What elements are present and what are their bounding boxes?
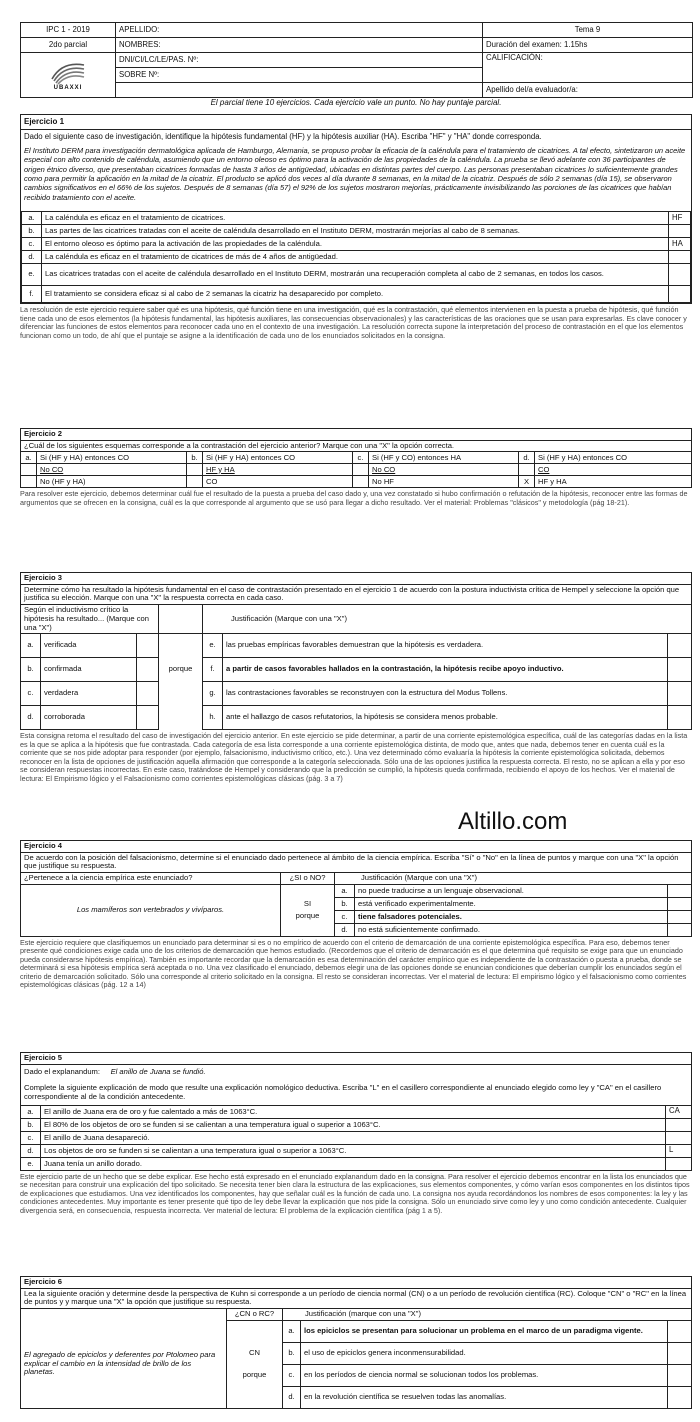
answer-box[interactable] (667, 682, 691, 706)
exercise-4-just-header: Justificación (Marque con una "X") (335, 873, 692, 885)
exercise-5-title: Ejercicio 5 (21, 1053, 692, 1065)
exercise-6-answer[interactable] (227, 1320, 283, 1408)
answer-box[interactable] (137, 682, 159, 706)
scheme-line: CO (203, 476, 353, 488)
term-label: 2do parcial (21, 38, 116, 53)
answer-box[interactable] (668, 1364, 692, 1386)
option-text: El entorno oleoso es óptimo para la activación de las propiedades de la caléndula. (42, 238, 669, 251)
exercise-4-answer[interactable] (281, 884, 335, 936)
answer-box[interactable]: L (666, 1144, 692, 1157)
option-text: Las cicatrices tratadas con el aceite de caléndula desarrollado en el Instituto DERM, mostrarán una recuperación completa al cabo de 2 semanas, en todos los casos. (42, 264, 669, 286)
option-letter: c. (21, 682, 41, 706)
exercise-5-option-row (21, 1144, 692, 1157)
porque-label (159, 634, 203, 658)
option-mark[interactable] (353, 464, 369, 476)
answer-box[interactable] (667, 706, 691, 730)
option-letter: b. (21, 658, 41, 682)
option-text: Juana tenía un anillo dorado. (41, 1157, 666, 1170)
option-text: Las partes de las cicatrices tratadas con el aceite de caléndula desarrollado en el Instituto DERM, mostrarán mejorías al cabo de 8 semanas. (42, 225, 669, 238)
exercise-5-option-row (21, 1131, 692, 1144)
scheme-line: No CO (369, 464, 519, 476)
answer-box[interactable] (137, 706, 159, 730)
exercise-2 (20, 428, 692, 507)
exercise-3-option-row (21, 706, 692, 730)
answer-box[interactable]: HF (669, 212, 691, 225)
option-letter: c. (335, 910, 355, 923)
option-text: los epiciclos se presentan para solucionar un problema en el marco de un paradigma vigente. (301, 1320, 668, 1342)
exercise-1-explanation: La resolución de este ejercicio requiere saber qué es una hipótesis, qué función tiene en una investigación, qué es la contrastación, qué elementos intervienen en la puesta a prueba de hipótesis, qué función tiene cada uno de esos elementos (la hipótesis fundamental, las hipótesis auxiliares, las consecuencias observacionales) y las características de las oraciones que se usan para expresarlas. Es clave conocer y diferenciar las funciones de estos elementos para reconocer cada uno en el contexto de una investigación. La resolución correcta supone la interpretación del proceso de contrastación en el que los elementos funcionan como un todo, de ahí que el puntaje se asigne a la identificación de cada uno de los enunciados solicitados en la consigna. (20, 305, 687, 340)
answer-box[interactable]: CA (666, 1105, 692, 1118)
exercise-3-option-row (21, 658, 692, 682)
answer-box[interactable] (668, 923, 692, 936)
answer-box[interactable] (668, 1320, 692, 1342)
answer-box[interactable] (666, 1131, 692, 1144)
option-letter: c. (283, 1364, 301, 1386)
option-text: en la revolución científica se resuelven todas las anomalías. (301, 1386, 668, 1408)
exercise-4-sino-header: ¿SI o NO? (281, 873, 335, 885)
option-text: tiene falsadores potenciales. (355, 910, 668, 923)
ubaxxi-logo-icon (48, 59, 88, 85)
answer-box[interactable] (666, 1118, 692, 1131)
answer-box[interactable] (669, 264, 691, 286)
exercise-4-explanation: Este ejercicio requiere que clasifiquemos un enunciado para determinar si es o no empírico de acuerdo con el criterio de demarcación de una corriente epistemológica específica. Para eso, debemos tener presente qué condiciones exige cada uno de los criterios de demarcación que hemos estudiado. (Recordemos que el criterio de demarcación es el que determina qué requisito se exige para que un enunciado pueda considerarse hipótesis empírica). También es importante recordar que la demarcación es esa determinación del carácter empírico que es independiente de la contrastación o puesta a prueba, donde se determinará si esa hipótesis empírica será aceptada o no. Una vez clasificado el enunciado, debemos elegir una de las opciones donde se enuncian condiciones que deberían cumplir los enunciados según el criterio de demarcación solicitado. Sólo una corresponde al criterio solicitado en la consigna. El resto se consideran incorrectas. Ver el material de lectura: El empirismo lógico y el falsacionismo como corrientes epistemológicas clásicas (pág. 12 a 14) (20, 937, 687, 990)
option-letter: c. (22, 238, 42, 251)
scheme-line: Si (HF y HA) entonces CO (37, 452, 187, 464)
scheme-line: No HF (369, 476, 519, 488)
answer-box[interactable] (668, 1342, 692, 1364)
logo-text: UBAXXI (53, 84, 83, 91)
scheme-line: CO (535, 464, 692, 476)
exercise-4-statement: Los mamíferos son vertebrados y vivíparos. (21, 884, 281, 936)
exercise-6-instructions: Lea la siguiente oración y determine desde la perspectiva de Kuhn si corresponde a un período de ciencia normal (CN) o a un período de revolución científica (RC). Coloque "CN" o "RC" en la línea de puntos y y marque una "X" la opción que justifique su respuesta. (21, 1288, 692, 1308)
option-letter: b. (21, 1118, 41, 1131)
watermark: Altillo.com (458, 808, 568, 835)
answer-box[interactable] (668, 910, 692, 923)
exercise-2-instructions: ¿Cuál de los siguientes esquemas corresponde a la contrastación del ejercicio anterior? Marque con una "X" la opción correcta. (21, 440, 692, 452)
option-letter: e. (203, 634, 223, 658)
option-mark[interactable] (187, 476, 203, 488)
option-letter: d. (335, 923, 355, 936)
exercise-3-option-row (21, 634, 692, 658)
calificacion-field: CALIFICACIÓN: (483, 53, 693, 83)
answer-box[interactable] (667, 634, 691, 658)
option-letter: f. (203, 658, 223, 682)
exercise-3-title: Ejercicio 3 (21, 573, 692, 585)
exercise-1-option-row (22, 286, 691, 303)
exercise-5 (20, 1052, 692, 1215)
exercise-4 (20, 840, 692, 990)
option-letter: b. (335, 897, 355, 910)
answer-box[interactable] (667, 658, 691, 682)
porque-label (159, 682, 203, 706)
answer-box[interactable] (666, 1157, 692, 1170)
option-letter: d. (21, 1144, 41, 1157)
option-text: La caléndula es eficaz en el tratamiento de cicatrices de más de 4 años de antigüedad. (42, 251, 669, 264)
exercise-4-title: Ejercicio 4 (21, 841, 692, 853)
exercise-4-question: ¿Pertenece a la ciencia empírica este enunciado? (21, 873, 281, 885)
option-mark[interactable] (21, 476, 37, 488)
option-letter: a. (335, 884, 355, 897)
option-letter: b. (22, 225, 42, 238)
option-text: verdadera (41, 682, 137, 706)
answer-box[interactable] (668, 897, 692, 910)
option-letter: d. (283, 1386, 301, 1408)
answer-box[interactable]: HA (669, 238, 691, 251)
option-letter: b. (283, 1342, 301, 1364)
exercise-5-option-row (21, 1118, 692, 1131)
option-letter: a. (283, 1320, 301, 1342)
option-letter: g. (203, 682, 223, 706)
exercise-3 (20, 572, 692, 783)
option-mark[interactable] (519, 464, 535, 476)
exam-header (20, 22, 692, 98)
exercise-2-title: Ejercicio 2 (21, 429, 692, 441)
option-text: está verificado experimentalmente. (355, 897, 668, 910)
exercise-3-explanation: Esta consigna retoma el resultado del caso de investigación del ejercicio anterior. En este ejercicio se pide determinar, a partir de una corriente epistemológica específica, cuál de las categorías dadas en la lista es la que se aplica a la hipótesis que fue contrastada. Cada categoría de esa lista corresponde a una corriente epistemológica distinta, de modo que, antes que nada, debemos tener en cuenta cuál es la corriente que se nos pide adoptar para responder (por ejemplo, falsacionismo, inductivismo crítico, etc.). Una vez determinado cómo evaluaría la hipótesis la corriente epistemológica solicitada, debemos reconocer en la lista de opciones de justificación aquella afirmación que corresponde a la categoría seleccionada. Sólo una de las opciones justifica la respuesta correcta. El resto, no se aplican a ella y por eso se consideran respuestas incorrectas. En este caso, tratándose de Hempel y considerando que la predicción se cumplió, la hipótesis queda confirmada, recibiendo el apoyo de los hechos. Ver el material de lectura: El Empirismo lógico y el Falsacionismo como corrientes epistemológicas clásicas (pág. 3 a 7) (20, 731, 688, 783)
exercise-6-title: Ejercicio 6 (21, 1277, 692, 1289)
option-letter: d. (519, 452, 535, 464)
exercise-2-explanation: Para resolver este ejercicio, debemos determinar cuál fue el resultado de la puesta a prueba del caso dado y, una vez constatado si hubo confirmación o refutación de la hipótesis, reconocer entre las formas de argumentos que se ofrecen en la consigna, cuál es la que corresponde al argumento que se usó para llegar a dicho resultado. Ver el material: Problemas "clásicos" y metodología (pág 18-21). (20, 489, 688, 507)
option-letter: f. (22, 286, 42, 303)
exercise-5-explanation: Este ejercicio parte de un hecho que se debe explicar. Ese hecho está expresado en el enunciado explanandum dado en la consigna. Para resolver el ejercicio debemos encontrar en la lista los enunciados que se necesitan para construir una explicación del tipo solicitado. Se necesita tener bien clara la estructura de las explicaciones, sus elementos componentes, y cómo varían esos componentes en los distintos tipos de explicaciones que estudiamos. Una vez identificados los componentes, hay que señalar cuál es la función de cada uno. La consigna nos ayuda recordándonos los nombres de esos componentes: la ley y las condiciones antecedentes. Muy importante es tener presente qué tipo de ley debe llevar la explicación que nos pide la consigna. Sólo un enunciado sirve como ley y uno como condición antecedente. Cualquier divergencia será, en consecuencia, respuesta incorrecta. Ver material de lectura: El problema de la explicación científica (pág 1 a 5). (20, 1171, 690, 1215)
answer-box[interactable] (668, 1386, 692, 1408)
tema-label: Tema 9 (483, 23, 693, 38)
porque-label (159, 706, 203, 730)
answer-box[interactable] (668, 884, 692, 897)
exercise-3-left-header: Según el inductivismo crítico la hipótesis ha resultado... (Marque con una "X") (21, 605, 159, 634)
option-letter: c. (21, 1131, 41, 1144)
course-label: IPC 1 - 2019 (21, 23, 116, 38)
porque-label: porque (242, 1370, 267, 1380)
exercise-4-option-row (21, 884, 692, 897)
exercise-6-option-row (21, 1320, 692, 1342)
exercise-1-case-text: El Instituto DERM para investigación dermatológica aplicada de Hamburgo, Alemania, se propuso probar la eficacia de la caléndula para el tratamiento de cicatrices. A tal efecto, sintetizaron un aceite especial con alto contenido de caléndula, asumiendo que un entorno oleoso es óptimo para la activación de las propiedades de la caléndula. La prueba se llevó adelante con 36 participantes de origen étnico diverso, que presentaban cicatrices formadas de hasta 3 años de antigüedad, ubicadas en distintas partes del cuerpo. Las personas presentaban cicatrices lo suficientemente grandes como para permitir la aplicación en la mitad de la cicatriz. El producto se aplicó dos veces al día durante 8 semanas, en la mitad de la cicatriz. Después de sólo 2 semanas (día 15), se observaron cambios significativos en el 66% de los sujetos. Después de 8 semanas (día 57) el 92% de los sujetos mostraron mejorías, prácticamente invisibilizando las porciones de las cicatrices que habían recibido tratamiento con el aceite. (24, 145, 686, 202)
option-text: no está suficientemente confirmado. (355, 923, 668, 936)
option-text: corroborada (41, 706, 137, 730)
exercise-1-title: Ejercicio 1 (21, 115, 691, 130)
option-letter: a. (21, 634, 41, 658)
ubaxxi-logo (21, 53, 116, 98)
option-text: El anillo de Juana desapareció. (41, 1131, 666, 1144)
exercise-4-instructions: De acuerdo con la posición del falsacionismo, determine si el enunciado dado pertenece al ámbito de la ciencia empírica. Escriba "Sí" o "No" en la línea de puntos y marque con una "X" la opción que justifique su respuesta. (21, 852, 692, 872)
answer-box[interactable] (669, 286, 691, 303)
exercise-3-right-header: Justificación (Marque con una "X") (203, 605, 692, 634)
option-letter: a. (22, 212, 42, 225)
exercise-1-option-row (22, 264, 691, 286)
option-mark[interactable] (353, 476, 369, 488)
apellido-field[interactable]: APELLIDO: (116, 23, 483, 38)
scheme-line: Si (HF y CO) entonces HA (369, 452, 519, 464)
exercise-3-instructions: Determine cómo ha resultado la hipótesis fundamental en el caso de contrastación presentado en el ejercicio 1 de acuerdo con la postura inductivista crítica de Hempel y seleccione la opción que justifica su elección. Marque con una "X" la respuesta correcta en cada caso. (21, 584, 692, 604)
scheme-line: HF y HA (203, 464, 353, 476)
scheme-line: Si (HF y HA) entonces CO (203, 452, 353, 464)
exercise-6-statement: El agregado de epiciclos y deferentes por Ptolomeo para explicar el cambio en la intensidad de brillo de los planetas. (21, 1320, 227, 1408)
option-letter: h. (203, 706, 223, 730)
option-text: las pruebas empíricas favorables demuestran que la hipótesis es verdadera. (223, 634, 668, 658)
option-letter: a. (21, 1105, 41, 1118)
option-text: La caléndula es eficaz en el tratamiento de cicatrices. (42, 212, 669, 225)
exercise-5-explanandum: El anillo de Juana se fundió. (110, 1066, 206, 1076)
nombres-field[interactable]: NOMBRES: (116, 38, 483, 53)
sobre-field[interactable]: SOBRE Nº: (116, 68, 483, 83)
answer-box[interactable] (137, 658, 159, 682)
exercise-1-option-row (22, 225, 691, 238)
porque-label: porque (159, 658, 203, 682)
option-letter: d. (22, 251, 42, 264)
exam-note: El parcial tiene 10 ejercicios. Cada ejercicio vale un punto. No hay puntaje parcial. (210, 98, 502, 107)
exercise-1-instructions: Dado el siguiente caso de investigación, identifique la hipótesis fundamental (HF) y la hipótesis auxiliar (HA). Escriba "HF" y "HA" donde corresponda. (24, 131, 542, 141)
exercise-6-just-header: Justificación (marque con una "X") (283, 1309, 692, 1321)
option-letter: b. (187, 452, 203, 464)
option-letter: d. (21, 706, 41, 730)
scheme-line: HF y HA (535, 476, 692, 488)
answer-box[interactable] (669, 225, 691, 238)
exercise-3-option-row (21, 682, 692, 706)
option-text: en los períodos de ciencia normal se solucionan todos los problemas. (301, 1364, 668, 1386)
option-text: Los objetos de oro se funden si se calientan a una temperatura igual o superior a 1063°C. (41, 1144, 666, 1157)
porque-label: porque (295, 911, 320, 921)
option-letter: e. (21, 1157, 41, 1170)
evaluador-field: Apellido del/a evaluador/a: (483, 83, 693, 98)
option-letter: a. (21, 452, 37, 464)
exercise-5-given-label: Dado el explanandum: (24, 1066, 100, 1076)
scheme-line: Si (HF y HA) entonces CO (535, 452, 692, 464)
option-text: confirmada (41, 658, 137, 682)
duracion-label: Duración del examen: 1.15hs (483, 38, 693, 53)
option-text: ante el hallazgo de casos refutatorios, la hipótesis se considera menos probable. (223, 706, 668, 730)
exercise-1-option-row (22, 212, 691, 225)
exercise-6 (20, 1276, 692, 1409)
answer-box[interactable] (669, 251, 691, 264)
option-text: El 80% de los objetos de oro se funden si se calientan a una temperatura igual o superior a 1063°C. (41, 1118, 666, 1131)
option-mark[interactable]: X (519, 476, 535, 488)
option-text: El anillo de Juana era de oro y fue calentado a más de 1063°C. (41, 1105, 666, 1118)
answer-text: CN (249, 1347, 260, 1357)
exercise-5-option-row (21, 1105, 692, 1118)
answer-box[interactable] (137, 634, 159, 658)
scheme-line: No (HF y HA) (37, 476, 187, 488)
exercise-1 (20, 114, 692, 340)
exercise-5-instructions: Complete la siguiente explicación de modo que resulte una explicación nomológico deductiva. Escriba "L" en el casillero correspondiente al enunciado elegido como ley y "CA" en el casillero correspondiente al de la condición antecedente. (24, 1083, 662, 1102)
option-letter: c. (353, 452, 369, 464)
scheme-line: No CO (37, 464, 187, 476)
exercise-6-cnrc-header: ¿CN o RC? (227, 1309, 283, 1321)
option-text: verificada (41, 634, 137, 658)
exercise-1-option-row (22, 238, 691, 251)
option-letter: e. (22, 264, 42, 286)
exercise-1-option-row (22, 251, 691, 264)
dni-field[interactable]: DNI/CI/LC/LE/PAS. Nº: (116, 53, 483, 68)
option-text: las contrastaciones favorables se reconstruyen con la estructura del Modus Tollens. (223, 682, 668, 706)
option-text: El tratamiento se considera eficaz si al cabo de 2 semanas la cicatriz ha desaparecido por completo. (42, 286, 669, 303)
answer-text: SI (303, 898, 312, 908)
option-text: a partir de casos favorables hallados en la contrastación, la hipótesis recibe apoyo inductivo. (223, 658, 668, 682)
option-text: no puede traducirse a un lenguaje observacional. (355, 884, 668, 897)
option-text: el uso de epiciclos genera inconmensurabilidad. (301, 1342, 668, 1364)
option-mark[interactable] (187, 464, 203, 476)
option-mark[interactable] (21, 464, 37, 476)
exercise-5-option-row (21, 1157, 692, 1170)
